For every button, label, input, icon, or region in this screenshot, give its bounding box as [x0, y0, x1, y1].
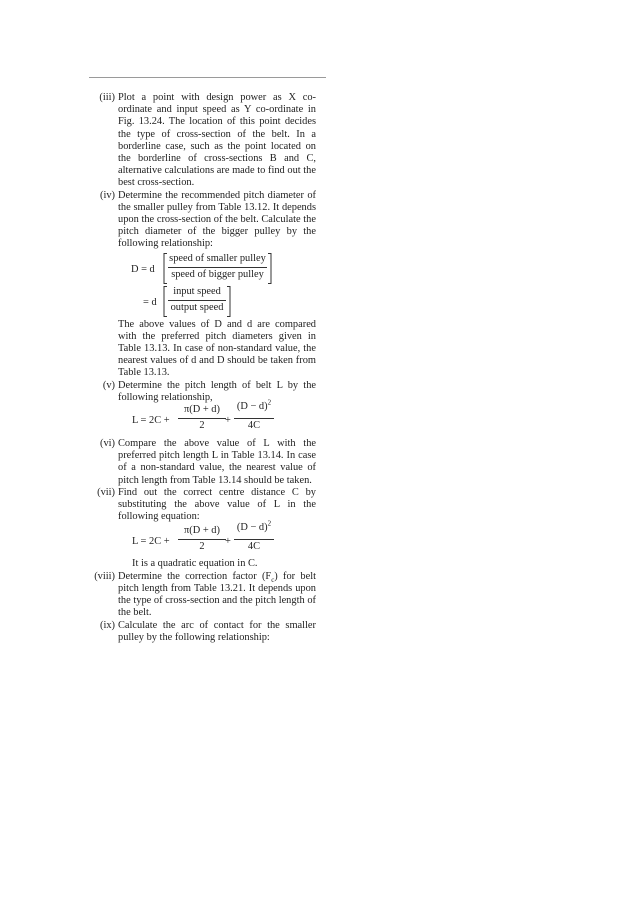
diameter-equation-2 — [118, 286, 316, 319]
fraction-bar — [234, 539, 274, 540]
step-text-continued: It is a quadratic equation in C. — [132, 558, 258, 570]
right-bracket — [267, 253, 272, 284]
step-text-part: Determine the correction factor (F — [118, 570, 272, 582]
step-text: Determine the recommended pitch diameter of the smaller pulley from Table 13.12. It depends upon the cross-section of the belt. Calculate the pitch diameter of the bigger pulley by the following relationship: — [118, 189, 316, 250]
fraction-2-denominator: 4C — [247, 541, 261, 553]
step-text: Find out the correct centre distance C by substituting the above value of L in the following equation: — [118, 486, 316, 523]
plus-sign: + — [225, 536, 231, 548]
fraction-bar — [168, 300, 226, 301]
fraction-2-numerator-base: (D − d) — [236, 522, 268, 534]
equation-lhs: L = 2C + — [132, 536, 170, 548]
step-vi — [86, 438, 316, 487]
fraction-bar — [178, 539, 226, 540]
step-text-part: ) for belt pitch length from Table 13.21. It depends upon the type of cross-section and the pitch length of the belt. — [118, 570, 316, 619]
centre-distance-equation — [118, 520, 316, 558]
right-bracket — [226, 286, 231, 317]
pitch-length-equation — [118, 398, 316, 438]
subscript: c — [271, 575, 275, 584]
fraction-2-denominator: 4C — [247, 420, 261, 432]
fraction-2-numerator-base: (D − d) — [236, 401, 268, 413]
fraction-1-denominator: 2 — [199, 541, 205, 553]
step-text: Calculate the arc of contact for the smaller pulley by the following relationship: — [118, 619, 316, 643]
step-viii — [86, 571, 316, 620]
step-number: (iii) — [99, 92, 115, 103]
fraction-2-numerator — [234, 398, 274, 413]
step-vii — [86, 487, 316, 571]
step-text — [118, 571, 316, 620]
text-column — [86, 92, 316, 644]
fraction-2-numerator — [234, 522, 274, 534]
step-text: Compare the above value of L with the preferred pitch length L in Table 13.14. In case of a non-standard value, the nearest value of pitch length from Table 13.14 should be taken. — [118, 438, 316, 486]
step-number: (vii) — [97, 486, 115, 498]
fraction-bar — [178, 418, 226, 419]
step-text: Plot a point with design power as X co-ordinate and input speed as Y co-ordinate in Fig. 13.24. The location of this point decides the type of cross-section of the belt. In a borderline case, such as the point located on the borderline of cross-sections B and C, alternative calculations are made to find out the best cross-section. — [118, 92, 316, 189]
equation-lhs: L = 2C + — [132, 415, 170, 427]
step-text-continued: The above values of D and d are compared with the preferred pitch diameters given in Table 13.13. In case of non-standard value, the nearest values of d and D should be taken from Table 13.13. — [118, 318, 316, 379]
fraction-1-numerator: π(D + d) — [184, 404, 220, 416]
step-ix — [86, 620, 316, 644]
ratio-denominator: output speed — [170, 301, 224, 313]
ratio-numerator: speed of smaller pulley — [169, 252, 266, 264]
ratio-numerator: input speed — [173, 285, 221, 297]
equation-lhs: D = d — [131, 263, 155, 275]
ratio-denominator: speed of bigger pulley — [171, 268, 264, 280]
fraction-1-numerator: π(D + d) — [184, 525, 220, 537]
fraction-bar — [168, 267, 267, 268]
plus-sign: + — [225, 415, 231, 427]
fraction-1-denominator: 2 — [199, 420, 205, 432]
step-number: (iv) — [99, 189, 115, 201]
step-number: (viii) — [94, 570, 115, 582]
header-rule — [89, 77, 326, 78]
step-number: (vi) — [99, 438, 115, 450]
step-number: (v) — [102, 379, 115, 391]
exponent: 2 — [267, 398, 272, 407]
step-text: Determine the pitch length of belt L by the following relationship, — [118, 379, 316, 403]
step-v — [86, 380, 316, 438]
fraction-bar — [234, 418, 274, 419]
diameter-equation-1 — [118, 253, 316, 286]
equation-lhs: = d — [143, 296, 157, 308]
step-iii — [86, 92, 316, 190]
step-number: (ix) — [99, 619, 115, 631]
exponent: 2 — [267, 520, 272, 529]
step-iv — [86, 190, 316, 380]
